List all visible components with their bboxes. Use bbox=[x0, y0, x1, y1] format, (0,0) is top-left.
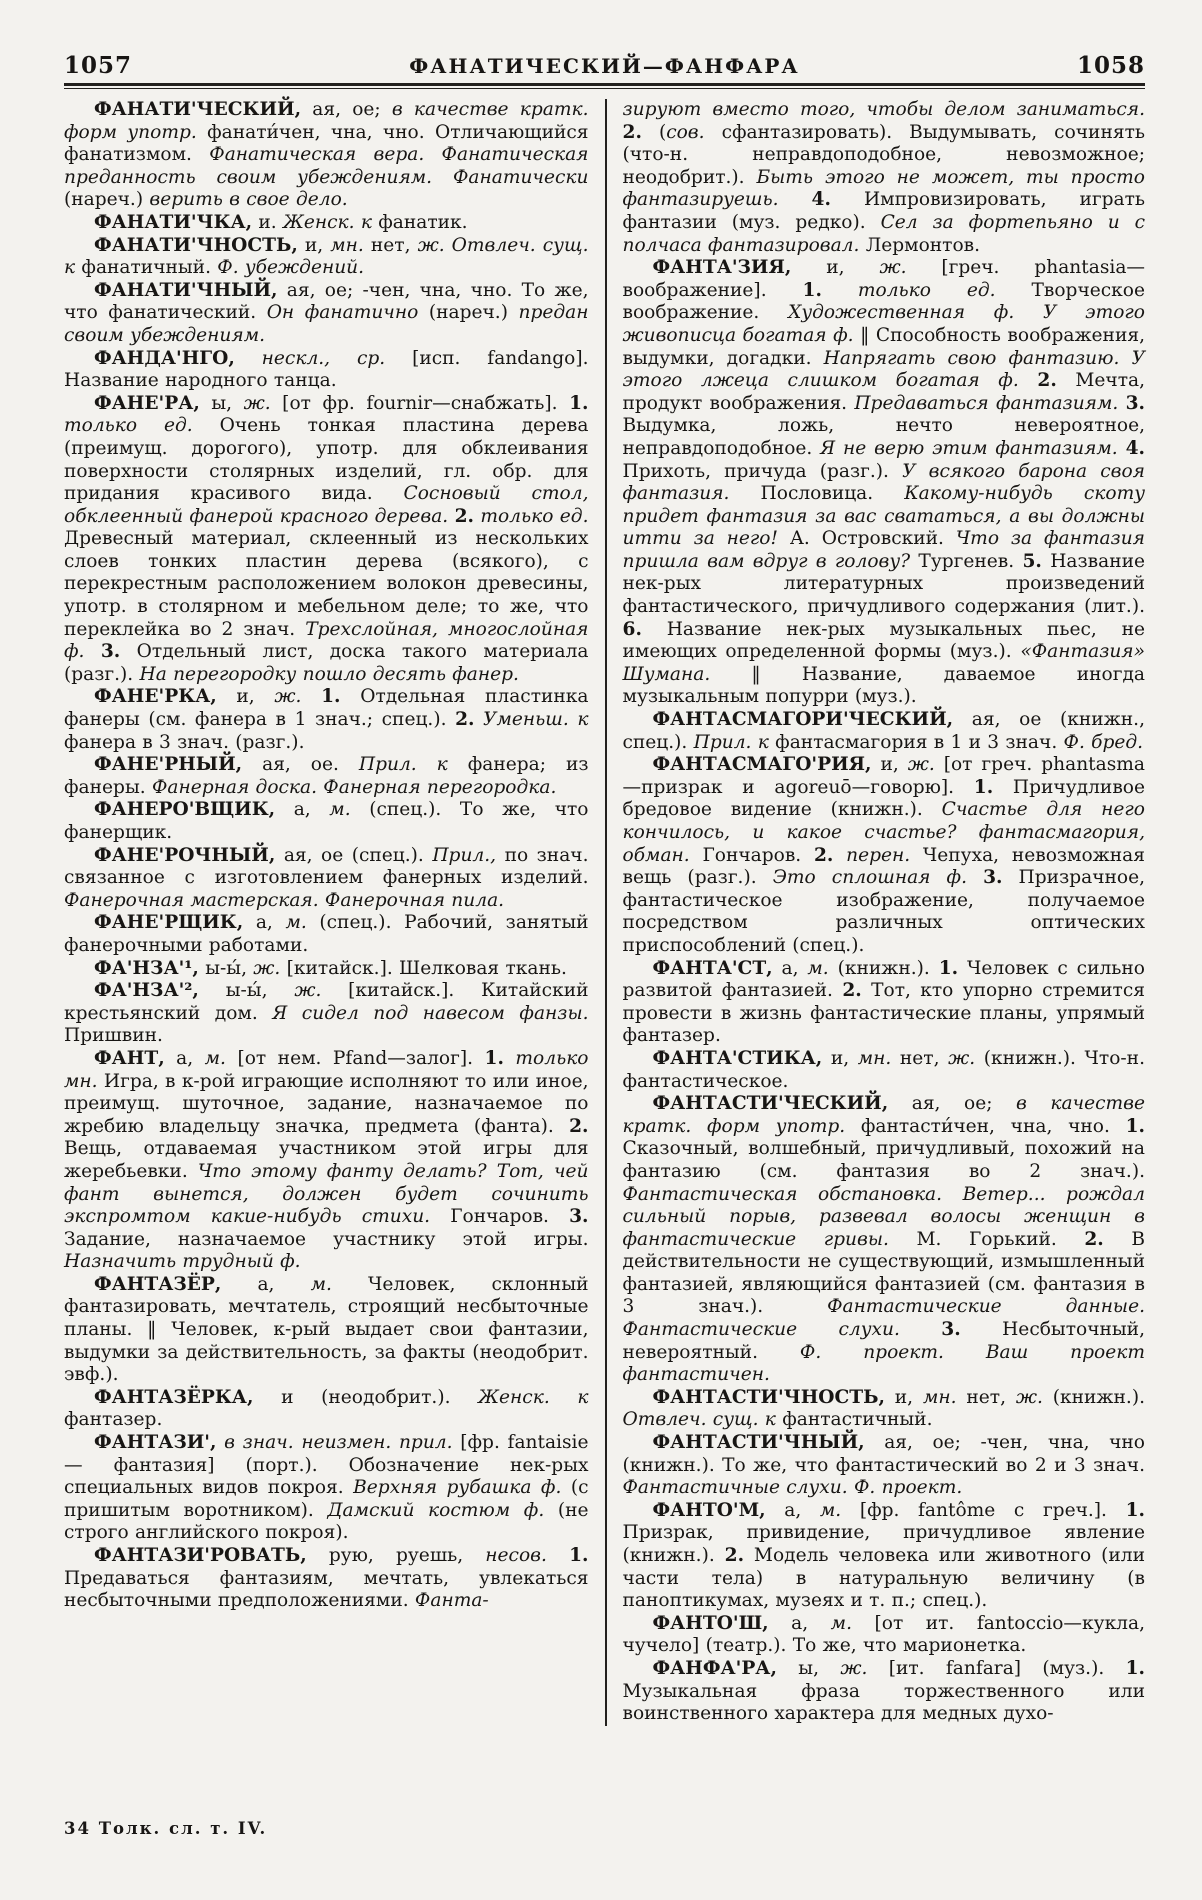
text-run: ая, ое (книжн., спец.). bbox=[622, 709, 1145, 753]
sense-number: 4. bbox=[1125, 437, 1145, 459]
headword: ФАНЕ'РОЧНЫЙ, bbox=[94, 844, 276, 866]
text-run: и, bbox=[216, 686, 275, 708]
text-run: Призрачное, фантастическое изображение, получаемое посредством различных оптических приспособлений (спец.). bbox=[622, 867, 1145, 956]
text-run: нет, bbox=[363, 234, 418, 256]
entry-fantazer bbox=[64, 1274, 589, 1387]
text-run: Музыкальная фраза торжественного или воинственного характера для медных духо- bbox=[622, 1680, 1145, 1725]
text-run: Призрак, привидение, причудливое явление (книжн.). bbox=[622, 1522, 1145, 1566]
sense-number: 3. bbox=[983, 867, 1003, 889]
italic-run: в качестве кратк. форм употр. bbox=[622, 1093, 1145, 1137]
text-run: фантазер. bbox=[64, 1409, 163, 1431]
text-run: Отдельная пластинка фанеры (см. фанера в 1 знач.; спец.). bbox=[64, 686, 589, 731]
italic-run: Фанта- bbox=[414, 1590, 489, 1612]
italic-run: только ед. bbox=[821, 279, 996, 301]
italic-run: зируют вместо того, чтобы делом заниматься. bbox=[622, 99, 1145, 120]
italic-run: Он фанатично bbox=[266, 302, 419, 324]
page-header bbox=[64, 52, 1145, 79]
italic-run: ж. bbox=[1015, 1386, 1043, 1408]
sense-number: 2. bbox=[813, 844, 834, 866]
text-run: Выдумка, ложь, нечто невероятное, неправдоподобное. bbox=[622, 415, 1145, 459]
sense-number: 4. bbox=[811, 189, 831, 211]
italic-run: Какому-нибудь скоту придет фантазия за вас свататься, а вы должны итти за него! bbox=[622, 483, 1145, 550]
text-run bbox=[547, 1545, 569, 1566]
sense-number: 1. bbox=[569, 392, 589, 414]
entry-fanfara bbox=[623, 1658, 1146, 1726]
text-run bbox=[900, 1319, 941, 1340]
page-number-right: 1058 bbox=[1076, 52, 1145, 79]
text-run: ая, ое. bbox=[242, 754, 359, 776]
italic-run: Фанатическая вера. Фанатическая преданность своим убеждениям. Фанатически bbox=[64, 144, 589, 188]
italic-run: ж. bbox=[274, 686, 302, 708]
italic-run: м. bbox=[329, 799, 351, 821]
sense-number: 1. bbox=[1125, 1499, 1145, 1521]
text-run: Человек, склонный фантазировать, мечтатель, строящий несбыточные планы. ‖ Человек, к-рый выдает свои фантазии, выдумки за действительность, за факты (неодобрит. эвф.). bbox=[64, 1273, 589, 1386]
text-run: ‖ Название, даваемое иногда музыкальным попурри (муз.). bbox=[622, 663, 1145, 708]
text-run bbox=[779, 189, 812, 210]
italic-run: только ед. bbox=[64, 415, 193, 437]
sense-number: 5. bbox=[1022, 550, 1042, 572]
text-run: и, bbox=[884, 1386, 923, 1408]
italic-run: Я не верю этим фантазиям. bbox=[820, 437, 1118, 459]
italic-run: м. bbox=[807, 957, 829, 979]
text-run: а, bbox=[275, 799, 330, 821]
text-run: (спец.). То же, что фанерщик. bbox=[64, 799, 589, 843]
headword: ФАНЕ'РА, bbox=[94, 392, 200, 414]
entry-fantazirovat-continued bbox=[623, 99, 1146, 257]
headword: ФАНДА'НГО, bbox=[94, 347, 235, 369]
text-run: Сказочный, волшебный, причудливый, похожий на фантазию (см. фантазия во 2 знач.). bbox=[622, 1138, 1145, 1182]
italic-run: ж. bbox=[253, 957, 281, 979]
entry-fandango bbox=[64, 348, 589, 393]
sense-number: 1. bbox=[569, 1545, 589, 1566]
text-run: а, bbox=[765, 1499, 820, 1521]
entry-fanatichnost bbox=[64, 235, 589, 280]
entry-fanza-1 bbox=[64, 958, 589, 981]
italic-run: м. bbox=[285, 912, 307, 934]
sense-number: 3. bbox=[100, 641, 121, 663]
entry-fanaticheskiy bbox=[64, 99, 589, 212]
italic-run: ж. bbox=[840, 1657, 868, 1679]
text-run: нет, bbox=[956, 1386, 1016, 1408]
entry-fantaziya bbox=[623, 257, 1146, 709]
italic-run: Отвлеч. сущ. к bbox=[622, 1409, 776, 1431]
italic-run: У всякого барона своя фантазия. bbox=[622, 460, 1145, 505]
headword: ФАНТАЗЁР, bbox=[94, 1273, 222, 1295]
text-run: ‖ Способность воображения, выдумки, догадки. bbox=[622, 324, 1145, 369]
text-run: и, bbox=[822, 1047, 858, 1069]
text-run: Тургенев. bbox=[910, 550, 1023, 572]
italic-run: Прил. к bbox=[358, 754, 448, 776]
text-run: Мечта, продукт воображения. bbox=[622, 370, 1145, 414]
italic-run: только мн. bbox=[64, 1047, 589, 1092]
entry-fantosh bbox=[623, 1613, 1146, 1658]
volume-signature: 34 Толк. сл. т. IV. bbox=[64, 1819, 268, 1838]
text-run: (с пришитым воротником). bbox=[64, 1477, 589, 1521]
text-run: (не строго английского покроя). bbox=[64, 1499, 589, 1544]
italic-run: Назначить трудный ф. bbox=[64, 1251, 301, 1273]
text-run: Название нек-рых музыкальных пьес, не имеющих определенной формы (муз.). bbox=[622, 618, 1145, 663]
headword: ФАНФА'РА, bbox=[652, 1657, 777, 1679]
text-run: Отдельный лист, доска такого материала (разг.). bbox=[64, 641, 589, 685]
text-run: а, bbox=[164, 1047, 205, 1069]
right-column bbox=[605, 99, 1146, 1726]
italic-run: несов. bbox=[485, 1545, 547, 1566]
text-run: [от нем. Pfand—залог]. bbox=[225, 1047, 485, 1069]
text-run: [фр. fantôme с греч.]. bbox=[841, 1499, 1126, 1521]
text-columns bbox=[64, 99, 1145, 1726]
entry-fanatichnyy bbox=[64, 280, 589, 348]
text-run: Причудливое бредовое видение (книжн.). bbox=[622, 776, 1145, 821]
text-run: (книжн.). Что-н. фантастическое. bbox=[622, 1047, 1145, 1092]
headword: ФАНАТИ'ЧЕСКИЙ, bbox=[94, 99, 302, 120]
text-run: [от греч. phantasma—призрак и agoreuō—говорю]. bbox=[622, 754, 1145, 798]
italic-run: мн. bbox=[330, 234, 364, 256]
page-number-left: 1057 bbox=[64, 52, 133, 79]
text-run: [от ит. fantoccio—кукла, чучело] (театр.). То же, что марионетка. bbox=[622, 1612, 1145, 1657]
italic-run: Уменьш. к bbox=[474, 709, 589, 731]
headword: ФАНТАЗЁРКА, bbox=[94, 1386, 254, 1408]
headword: ФАНТО'М, bbox=[652, 1499, 766, 1521]
text-run: Модель человека или животного (или части тела) в натуральную величину (в паноптикумах, музеях и т. п.; спец.). bbox=[622, 1545, 1145, 1612]
italic-run: Предаваться фантазиям. bbox=[854, 392, 1119, 414]
entry-fantastichnost bbox=[623, 1387, 1146, 1432]
sense-number: 2. bbox=[724, 1545, 745, 1566]
entry-fanernyy bbox=[64, 754, 589, 799]
italic-run: м. bbox=[204, 1047, 226, 1069]
entry-fantast bbox=[623, 958, 1146, 1048]
italic-run: сов. bbox=[666, 121, 705, 143]
text-run: Человек с сильно развитой фантазией. bbox=[622, 957, 1145, 1002]
italic-run: Ф. убеждений. bbox=[217, 257, 365, 279]
sense-number: 2. bbox=[1084, 1228, 1104, 1250]
entry-fantastika bbox=[623, 1048, 1146, 1093]
headword: ФАНТА'ЗИЯ, bbox=[652, 257, 792, 279]
text-run: ( bbox=[641, 121, 667, 143]
text-run: (книжн.). bbox=[1042, 1386, 1145, 1408]
text-run: и, bbox=[871, 754, 908, 776]
text-run: ая, ое; bbox=[888, 1093, 1016, 1115]
sense-number: 1. bbox=[321, 686, 341, 708]
sense-number: 1. bbox=[973, 776, 994, 798]
text-run: фанатик. bbox=[371, 211, 468, 233]
text-run: ы-ы́, bbox=[198, 980, 295, 1002]
italic-run: в знач. неизмен. прил. bbox=[216, 1432, 453, 1454]
text-run: фантасмагория в 1 и 3 знач. bbox=[768, 731, 1064, 753]
text-run bbox=[84, 641, 100, 662]
text-run: Гончаров. bbox=[430, 1206, 570, 1228]
italic-run: м. bbox=[310, 1273, 332, 1295]
italic-run: Фантастические данные. Фантастические слухи. bbox=[622, 1296, 1145, 1341]
headword: ФАНАТИ'ЧКА, bbox=[94, 211, 253, 233]
italic-run: Сосновый стол, обклеенный фанерой красного дерева. bbox=[64, 483, 589, 527]
text-run: Игра, в к-рой играющие исполняют то или иное, преимущ. шуточное, задание, назначаемое по жребию владельцу значка, предмета (фанта). bbox=[64, 1070, 589, 1137]
text-run: и, bbox=[791, 257, 880, 279]
text-run: М. Горький. bbox=[888, 1228, 1085, 1250]
italic-run: в качестве кратк. форм употр. bbox=[64, 99, 589, 143]
headword: ФАНТАСТИ'ЧНЫЙ, bbox=[652, 1432, 865, 1454]
entry-fanerka bbox=[64, 686, 589, 754]
italic-run: Что этому фанту делать? Тот, чей фант вынется, должен будет сочинить экспромтом какие-нибудь стихи. bbox=[64, 1160, 589, 1228]
headword: ФАНЕ'РНЫЙ, bbox=[94, 754, 243, 776]
text-run: Импровизировать, играть фантазии (муз. редко). bbox=[622, 189, 1145, 233]
text-run: Предаваться фантазиям, мечтать, увлекаться несбыточными предположениями. bbox=[64, 1567, 589, 1612]
entry-fanera bbox=[64, 393, 589, 687]
entry-fantazirovat bbox=[64, 1545, 589, 1613]
sense-number: 2. bbox=[455, 709, 475, 731]
headword: ФАНЕ'РЩИК, bbox=[94, 912, 244, 934]
text-run: А. Островский. bbox=[777, 528, 956, 550]
text-run: Тот, кто упорно стремится провести в жизнь фантастические планы, упрямый фантазер. bbox=[622, 980, 1145, 1047]
header-rule bbox=[64, 83, 1145, 89]
entry-fantazerka bbox=[64, 1387, 589, 1432]
sense-number: 1. bbox=[484, 1047, 504, 1069]
italic-run: мн. bbox=[857, 1047, 892, 1069]
text-run: ы, bbox=[199, 392, 244, 414]
italic-run: Это сплошная ф. bbox=[772, 867, 968, 889]
headword: ФАНТАСТИ'ЧНОСТЬ, bbox=[652, 1386, 885, 1408]
left-column bbox=[64, 99, 605, 1726]
italic-run: Сел за фортепьяно и с полчаса фантазировал. bbox=[622, 211, 1145, 256]
sense-number: 3. bbox=[1125, 392, 1145, 414]
italic-run: перен. bbox=[833, 844, 911, 866]
text-run: ая, ое; -чен, чна, чно (книжн.). То же, что фантастический во 2 и 3 знач. bbox=[622, 1432, 1145, 1476]
text-run: Прихоть, причуда (разг.). bbox=[622, 460, 903, 482]
text-run: по знач. связанное с изготовлением фанерных изделий. bbox=[64, 844, 589, 889]
text-run bbox=[1019, 370, 1038, 391]
text-run: Задание, назначаемое участнику этой игры. bbox=[64, 1228, 589, 1250]
text-run: Пришвин. bbox=[64, 1025, 163, 1047]
sense-number: 2. bbox=[622, 121, 642, 143]
text-run: ы, bbox=[776, 1657, 841, 1679]
headword: ФАНТО'Ш, bbox=[652, 1612, 769, 1634]
italic-run: Фантастическая обстановка. Ветер... рождал сильный порыв, развевал волосы женщин в фантастические гривы. bbox=[622, 1183, 1145, 1250]
headword: ФА'НЗА'¹, bbox=[94, 957, 199, 979]
italic-run: Счастье для него кончилось, и какое счастье? фантасмагория, обман. bbox=[622, 799, 1145, 866]
entry-fantom bbox=[623, 1500, 1146, 1613]
text-run: Пословица. bbox=[729, 483, 905, 505]
italic-run: ж. bbox=[948, 1047, 976, 1069]
sense-number: 2. bbox=[842, 980, 862, 1002]
text-run: Очень тонкая пластина дерева (преимущ. дорогого), употр. для обклеивания поверхности столярных изделий, гл. обр. для придания красивого вида. bbox=[64, 415, 589, 505]
text-run: Древесный материал, склеенный из нескольких слоев тонких пластин дерева (всякого), с перекрестным расположением волокон древесины, употр. в столярном и мебельном деле; то же, что переклейка во 2 знач. bbox=[64, 528, 589, 640]
text-run: и. bbox=[252, 211, 283, 233]
entry-fant bbox=[64, 1048, 589, 1274]
headword: ФАНТАСТИ'ЧЕСКИЙ, bbox=[652, 1093, 889, 1115]
italic-run: Художественная ф. У этого живописца богатая ф. bbox=[622, 302, 1145, 346]
text-run bbox=[967, 867, 983, 888]
text-run: Название нек-рых литературных произведений фантастического, причудливого содержания (лит.). bbox=[622, 550, 1145, 618]
headword: ФАНАТИ'ЧНЫЙ, bbox=[94, 279, 278, 301]
text-run: а, bbox=[768, 1612, 831, 1634]
italic-run: ж. bbox=[243, 392, 271, 414]
text-run: Творческое воображение. bbox=[622, 279, 1145, 324]
headword: ФАНТАЗИ'РОВАТЬ, bbox=[94, 1545, 307, 1566]
headword: ФАНЕРО'ВЩИК, bbox=[94, 799, 276, 821]
headword: ФА'НЗА'², bbox=[94, 980, 199, 1002]
text-run: нет, bbox=[891, 1047, 949, 1069]
entry-fantasmagoricheskiy bbox=[623, 709, 1146, 754]
text-run: [греч. phantasia—воображение]. bbox=[622, 257, 1145, 301]
text-run bbox=[301, 686, 321, 707]
italic-run: Прил., bbox=[432, 844, 497, 866]
entry-fanza-2 bbox=[64, 980, 589, 1048]
italic-run: Я сидел под навесом фанзы. bbox=[272, 1002, 589, 1024]
italic-run: Верхняя рубашка ф. bbox=[353, 1477, 562, 1499]
entry-fantasticheskiy bbox=[623, 1093, 1146, 1387]
italic-run: ж. Отвлеч. сущ. к bbox=[64, 234, 589, 279]
text-run: а, bbox=[243, 912, 286, 934]
sense-number: 6. bbox=[622, 618, 642, 640]
entry-fantastichnyy bbox=[623, 1432, 1146, 1500]
italic-run: Прил. к bbox=[693, 731, 769, 753]
text-run: и (неодобрит.). bbox=[253, 1386, 479, 1408]
italic-run: только ед. bbox=[473, 505, 589, 527]
text-run: (нареч.) bbox=[64, 189, 150, 211]
italic-run: Фанерочная мастерская. Фанерочная пила. bbox=[64, 889, 505, 911]
italic-run: Ф. проект. Ваш проект фантастичен. bbox=[622, 1341, 1145, 1386]
italic-run: Фанерная доска. Фанерная перегородка. bbox=[151, 776, 557, 798]
text-run: [от фр. fournir—снабжать]. bbox=[270, 392, 570, 414]
text-run: [китайск.]. Китайский крестьянский дом. bbox=[64, 980, 589, 1024]
text-run: сфантазировать). Выдумывать, сочинять (что-н. неправдоподобное, невозможное; неодобрит.). bbox=[622, 121, 1145, 188]
italic-run: верить в свое дело. bbox=[149, 189, 348, 211]
text-run: [ит. fanfara] (муз.). bbox=[867, 1657, 1126, 1679]
headword: ФАНТА'СТИКА, bbox=[652, 1047, 823, 1069]
headword: ФАНАТИ'ЧНОСТЬ, bbox=[94, 234, 298, 256]
text-run: Несбыточный, невероятный. bbox=[622, 1319, 1145, 1363]
headword: ФАНТАСМАГО'РИЯ, bbox=[652, 754, 872, 776]
text-run: [фр. fantaisie — фантазия] (порт.). Обозначение нек-рых специальных видов покроя. bbox=[64, 1432, 589, 1499]
italic-run: ж. bbox=[879, 257, 907, 279]
text-run bbox=[1118, 438, 1126, 459]
sense-number: 2. bbox=[569, 1115, 589, 1137]
text-run: и, bbox=[297, 234, 331, 256]
text-run: рую, руешь, bbox=[306, 1545, 486, 1566]
italic-run: мн. bbox=[922, 1386, 957, 1408]
italic-run: Фантастичные слухи. Ф. проект. bbox=[622, 1477, 963, 1499]
italic-run: Быть этого не может, ты просто фантазируешь. bbox=[622, 166, 1145, 211]
text-run: (книжн.). bbox=[828, 957, 939, 979]
text-run: (нареч.) bbox=[418, 302, 519, 324]
text-run: фанати́чен, чна, чно. Отличающийся фанатизмом. bbox=[64, 121, 589, 166]
italic-run: м. bbox=[819, 1499, 842, 1521]
entry-fantazi bbox=[64, 1432, 589, 1545]
text-run: а, bbox=[772, 957, 808, 979]
sense-number: 1. bbox=[1125, 1657, 1145, 1679]
entry-fantasmagoriya bbox=[623, 754, 1146, 957]
sense-number: 2. bbox=[1037, 370, 1057, 392]
sense-number: 1. bbox=[802, 279, 822, 301]
text-run: [китайск.]. Шелковая ткань. bbox=[280, 957, 567, 979]
text-run: ая, ое; -чен, чна, чно. То же, что фанатический. bbox=[64, 279, 589, 324]
sense-number: 3. bbox=[941, 1319, 961, 1341]
italic-run: Трехслойная, многослойная ф. bbox=[64, 618, 589, 663]
text-run: Лермонтов. bbox=[859, 234, 981, 256]
text-run: ы-ы́, bbox=[198, 957, 254, 979]
italic-run: На перегородку пошло десять фанер. bbox=[139, 663, 519, 685]
headword: ФАНТ, bbox=[94, 1047, 165, 1069]
text-run: Чепуха, невозможная вещь (разг.). bbox=[622, 844, 1145, 889]
italic-run: Женск. к bbox=[478, 1386, 589, 1408]
entry-fanatichka bbox=[64, 212, 589, 235]
italic-run: м. bbox=[830, 1612, 852, 1634]
italic-run: нескл., ср. bbox=[234, 347, 386, 369]
italic-run: предан своим убеждениям. bbox=[64, 302, 589, 346]
italic-run: ж. bbox=[294, 980, 322, 1002]
sense-number: 1. bbox=[938, 957, 959, 979]
italic-run: Что за фантазия пришла вам вдруг в голову? bbox=[622, 528, 1145, 572]
headword: ФАНЕ'РКА, bbox=[94, 686, 217, 708]
sense-number: 2. bbox=[454, 505, 474, 527]
entry-fanerochnyy bbox=[64, 845, 589, 913]
headword: ФАНТАСМАГОРИ'ЧЕСКИЙ, bbox=[652, 709, 954, 731]
italic-run: Ф. бред. bbox=[1063, 731, 1144, 753]
text-run: фанера в 3 знач. (разг.). bbox=[64, 731, 305, 753]
text-run bbox=[1118, 393, 1125, 414]
text-run: фанера; из фанеры. bbox=[64, 754, 589, 798]
italic-run: Напрягать свою фантазию. У этого лжеца слишком богатая ф. bbox=[622, 347, 1146, 392]
text-run: Гончаров. bbox=[689, 844, 814, 866]
text-run: Вещь, отдаваемая участником этой игры для жеребьевки. bbox=[64, 1138, 589, 1182]
sense-number: 1. bbox=[1125, 1115, 1145, 1137]
text-run: фантастичный. bbox=[775, 1409, 933, 1431]
italic-run: Дамский костюм ф. bbox=[327, 1499, 545, 1521]
headword: ФАНТА'СТ, bbox=[652, 957, 773, 979]
headword: ФАНТАЗИ', bbox=[94, 1432, 217, 1454]
entry-fanerovschik bbox=[64, 799, 589, 844]
text-run: ая, ое; bbox=[301, 99, 392, 120]
italic-run: ж. bbox=[907, 754, 935, 776]
text-run: В действительности не существующий, измышленный фантазией, являющийся фантазией (см. фантазия в 3 знач.). bbox=[622, 1228, 1145, 1318]
italic-run: Женск. к bbox=[282, 211, 372, 233]
text-run: фанатичный. bbox=[75, 257, 218, 279]
text-run: [исп. fandango]. Название народного танца. bbox=[64, 347, 589, 392]
text-run: а, bbox=[221, 1273, 311, 1295]
text-run: фантасти́чен, чна, чно. bbox=[845, 1115, 1126, 1137]
text-run: (спец.). Рабочий, занятый фанерочными работами. bbox=[64, 912, 589, 956]
running-title: ФАНАТИЧЕСКИЙ—ФАНФАРА bbox=[409, 54, 800, 78]
entry-fanerschik bbox=[64, 912, 589, 957]
text-run: ая, ое (спец.). bbox=[275, 844, 433, 866]
italic-run: «Фантазия» Шумана. bbox=[622, 641, 1145, 685]
sense-number: 3. bbox=[569, 1206, 589, 1228]
